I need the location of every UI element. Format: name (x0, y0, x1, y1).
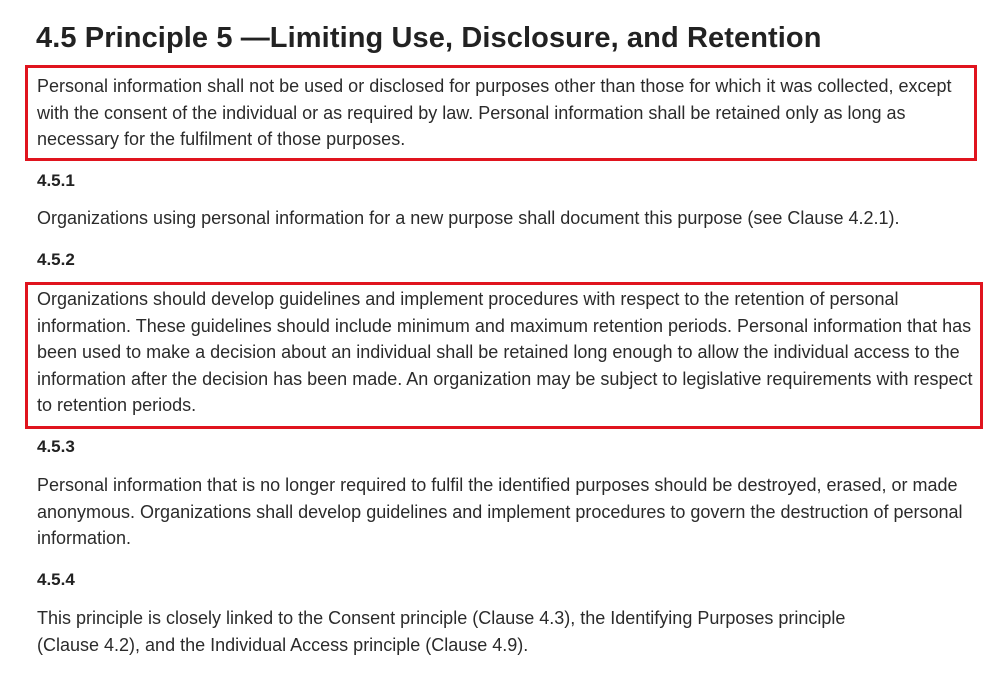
page-title: 4.5 Principle 5 —Limiting Use, Disclosure, and Retention (36, 22, 822, 54)
principle-paragraph: Personal information shall not be used or disclosed for purposes other than those for which it was collected, except with the consent of the individual or as required by law. Personal information shall be retained only as long as necessary for the fulfilment of those purposes. (37, 76, 952, 149)
section-heading-4-5-4: 4.5.4 (37, 570, 75, 589)
section-paragraph-4-5-1: Organizations using personal information for a new purpose shall document this purpose (see Clause 4.2.1). (37, 208, 900, 228)
section-paragraph-4-5-3: Personal information that is no longer required to fulfil the identified purposes should be destroyed, erased, or made anonymous. Organizations shall develop guidelines and implement procedures to govern the destruction of personal information. (37, 475, 963, 548)
section-heading-4-5-2: 4.5.2 (37, 250, 75, 269)
section-heading-4-5-3: 4.5.3 (37, 437, 75, 456)
section-paragraph-4-5-2: Organizations should develop guidelines and implement procedures with respect to the retention of personal information. These guidelines should include minimum and maximum retention periods. Personal information that has been used to make a decision about an individual shall be retained long enough to allow the individual access to the information after the decision has been made. An organization may be subject to legislative requirements with respect to retention periods. (37, 289, 973, 415)
section-paragraph-4-5-4: This principle is closely linked to the Consent principle (Clause 4.3), the Identifying Purposes principle (Clause 4.2), and the Individual Access principle (Clause 4.9). (37, 608, 846, 655)
section-heading-4-5-1: 4.5.1 (37, 171, 75, 190)
